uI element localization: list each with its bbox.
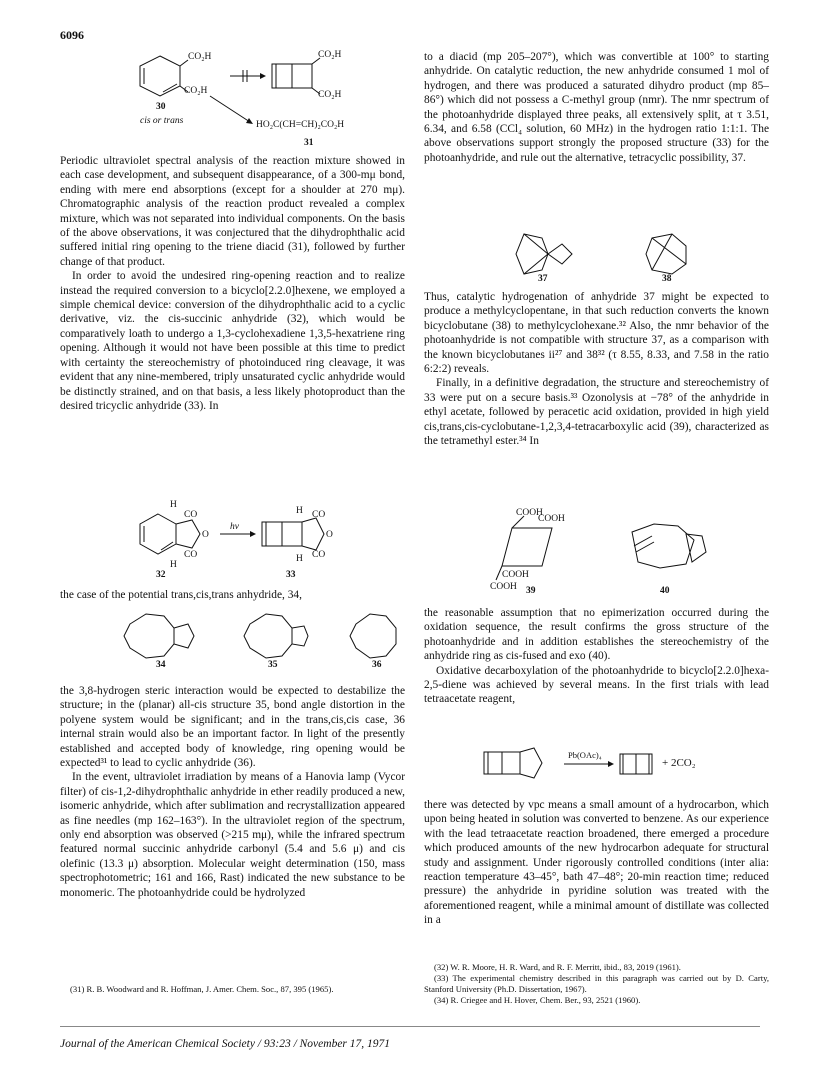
scheme-30-31-drawing: [60, 44, 405, 154]
scheme-37-38: [424, 222, 769, 284]
co-label-32-top: CO: [184, 510, 198, 520]
h-label-33-top: H: [296, 506, 303, 516]
compound-31-formula: HO₂C(CH=CH)₂CO₂H: [256, 120, 345, 130]
o-label-32: O: [202, 530, 209, 540]
right-paragraph-1: to a diacid (mp 205–207°), which was convertible at 100° to starting anhydride. On catalytic reduction, the new anhydride consumed 1 mol of hydrogen, and there was produced a saturated dihydro product (mp 85–86°) which did not possess a C-methyl group (nmr). The nmr spectrum of the photoanhydride displayed three peaks, all extensively split, at τ 3.51, 6.34, and 6.58 (CCl₄ solution, 60 MHz) in the hydrogen ratio 1:1:1. The above observations support strongly the proposed structure (33) for the photoanhydride, and rule out the alternative, tetracyclic possibility, 37.: [424, 51, 769, 164]
cooh-label-39-right: COOH: [538, 514, 565, 524]
h-label-32-top: H: [170, 500, 177, 510]
right-paragraph-4: the reasonable assumption that no epimerization occurred during the oxidation sequence, the result confirms the gross structure of the photoanhydride and in addition establishes the stereochemistry of the anhydride ring as cis-fused and exo (40).: [424, 607, 769, 663]
left-paragraph-5: In the event, ultraviolet irradiation by means of a Hanovia lamp (Vycor filter) of cis-1,2-dihydrophthalic anhydride in ether readily produced a new, isomeric anhydride, which after sublimation and recrystallization appeared as fine needles (mp 162–163°). In the ultraviolet region of the spectrum, only end absorption was observed (>215 mμ), while the infrared spectrum featured normal succinic anhydride carbonyl (5.4 and 5.6 μ) and cis olefinic (13.3 μ) absorption. Molecular weight determination (150, mass spectrophotometric; 161 and 166, Rast) indicated the new substance to be monomeric. The photoanhydride could be hydrolyzed: [60, 771, 405, 899]
co2h-label-30-bottom: CO₂H: [184, 86, 208, 96]
scheme-34-36-drawing: [60, 604, 405, 670]
hv-label: hν: [230, 522, 239, 532]
compound-34-label: 34: [156, 660, 166, 670]
footnote-32: (32) W. R. Moore, H. R. Ward, and R. F. Merritt, ibid., 83, 2019 (1961).: [434, 962, 681, 972]
cooh-label-39-bottom: COOH: [490, 582, 517, 592]
co2h-label-30-top: CO₂H: [188, 52, 212, 62]
compound-35-label: 35: [268, 660, 278, 670]
page-number: 6096: [60, 28, 84, 42]
scheme-30-31: [60, 44, 405, 154]
scheme-39-40: [424, 506, 769, 598]
scheme-32-33-drawing: [60, 498, 405, 580]
footnote-31: (31) R. B. Woodward and R. Hoffman, J. Amer. Chem. Soc., 87, 395 (1965).: [70, 984, 334, 994]
compound-30-sublabel: cis or trans: [140, 116, 184, 126]
right-paragraph-6: there was detected by vpc means a small amount of a hydrocarbon, which upon being heated in solution was converted to benzene. As our experience with the lead tetraacetate reaction broadened, there emerged a procedure which produced amounts of the new hydrocarbon adequate for structural study and assignment. Under rigorously controlled conditions (inter alia: reaction temperature 43–45°, bath 47–48°; 20-min reaction time; reduced pressure) the anhydride in pyridine solution was treated with the aforementioned reagent, while a minimal amount of distillate was collected in a: [424, 799, 769, 927]
scheme-32-33: [60, 498, 405, 580]
compound-38-label: 38: [662, 274, 672, 284]
compound-37-label: 37: [538, 274, 548, 284]
scheme-39-40-drawing: [424, 506, 769, 598]
left-paragraph-4: the 3,8-hydrogen steric interaction would be expected to destabilize the structure; in the (planar) all-cis structure 35, bond angle distortion in the polyene system would be significant; and in the trans,cis,cis case, 36 internal strain would also be an important factor. In light of the presently established and accepted body of knowledge, ring opening would be expected³¹ to lead to cyclic anhydride (36).: [60, 685, 405, 770]
co-label-33-bottom: CO: [312, 550, 326, 560]
right-paragraph-3: Finally, in a definitive degradation, the structure and stereochemistry of 33 were put on a secure basis.³³ Ozonolysis at −78° of the anhydride in ethyl acetate, followed by peracetic acid oxidation, provided in high yield cis,trans,cis-cyclobutane-1,2,3,4-tetracarboxylic acid (39), characterized as the tetramethyl ester.³⁴ In: [424, 377, 769, 448]
compound-30-label: 30: [156, 102, 166, 112]
footer-rule: [60, 1026, 760, 1027]
co2h-label-bicyclo-bottom: CO₂H: [318, 90, 342, 100]
left-paragraph-3: the case of the potential trans,cis,trans anhydride, 34,: [60, 589, 302, 601]
scheme-34-36: [60, 604, 405, 670]
o-label-33: O: [326, 530, 333, 540]
journal-footer: Journal of the American Chemical Society / 93:23 / November 17, 1971: [60, 1038, 391, 1050]
cooh-label-39-top: COOH: [516, 508, 543, 518]
footnote-33: (33) The experimental chemistry described in this paragraph was carried out by D. Carty, Stanford University (Ph.D. Dissertation, 1967).: [424, 973, 769, 994]
co2h-label-bicyclo-top: CO₂H: [318, 50, 342, 60]
compound-39-label: 39: [526, 586, 536, 596]
compound-32-label: 32: [156, 570, 166, 580]
reagent-label: Pb(OAc)₄: [568, 750, 602, 760]
right-paragraph-5: Oxidative decarboxylation of the photoanhydride to bicyclo[2.2.0]hexa-2,5-diene was achieved by several means. In the first trials with lead tetraacetate reagent,: [424, 664, 769, 706]
footnote-34: (34) R. Criegee and H. Hover, Chem. Ber., 93, 2521 (1960).: [434, 995, 641, 1005]
scheme-37-38-drawing: [424, 222, 769, 284]
product-label: + 2CO₂: [662, 757, 696, 769]
compound-31-label: 31: [304, 138, 314, 148]
cooh-label-39-lower: COOH: [502, 570, 529, 580]
right-paragraph-2: Thus, catalytic hydrogenation of anhydride 37 might be expected to produce a methylcyclopentane, in that such reduction converts the known bicyclobutane (38) to methylcyclohexane.³² Also, the nmr behavior of the photoanhydride is not compatible with structure 37, as a comparison with the known bicyclobutanes ii²⁷ and 38³² (τ 8.55, 8.33, and 7.58 in the ratio 6:2:2) reveals.: [424, 291, 769, 376]
scheme-decarboxylation-drawing: [424, 736, 769, 792]
left-paragraph-1: Periodic ultraviolet spectral analysis of the reaction mixture showed in each case development, and subsequent disappearance, of a 300-mμ bond, ending with mere end absorptions (except for a shoulder at 270 mμ). Chromatographic analysis of the reaction product revealed a complex mixture, which was not separated into individual components. On the basis of the above observations, it was conjectured that the dihydrophthalic acid suffered initial ring opening to the triene diacid (31), followed by further change of that product.: [60, 155, 405, 268]
compound-36-label: 36: [372, 660, 382, 670]
h-label-33-bottom: H: [296, 554, 303, 564]
compound-33-label: 33: [286, 570, 296, 580]
left-paragraph-2: In order to avoid the undesired ring-opening reaction and to realize instead the required conversion to a bicyclo[2.2.0]hexene, we employed a simple chemical device: conversion of the dihydrophthalic acid to a cyclic derivative, viz. the cis-succinic anhydride (32), which would be comparatively loath to undergo a 1,3-cyclohexadiene 1,3,5-hexatriene ring opening. Although it would not have been possible at this time to predict with certainty the stereochemistry of photoinduced ring cleavage, it was evident that any nine-membered, triply unsaturated cyclic anhydride would be distinctly strained, and on that basis, a less likely photoproduct than the desired tricyclic anhydride (33). In: [60, 270, 405, 412]
h-label-32-bottom: H: [170, 560, 177, 570]
co-label-32-bottom: CO: [184, 550, 198, 560]
scheme-decarboxylation: [424, 736, 769, 792]
compound-40-label: 40: [660, 586, 670, 596]
co-label-33-top: CO: [312, 510, 326, 520]
